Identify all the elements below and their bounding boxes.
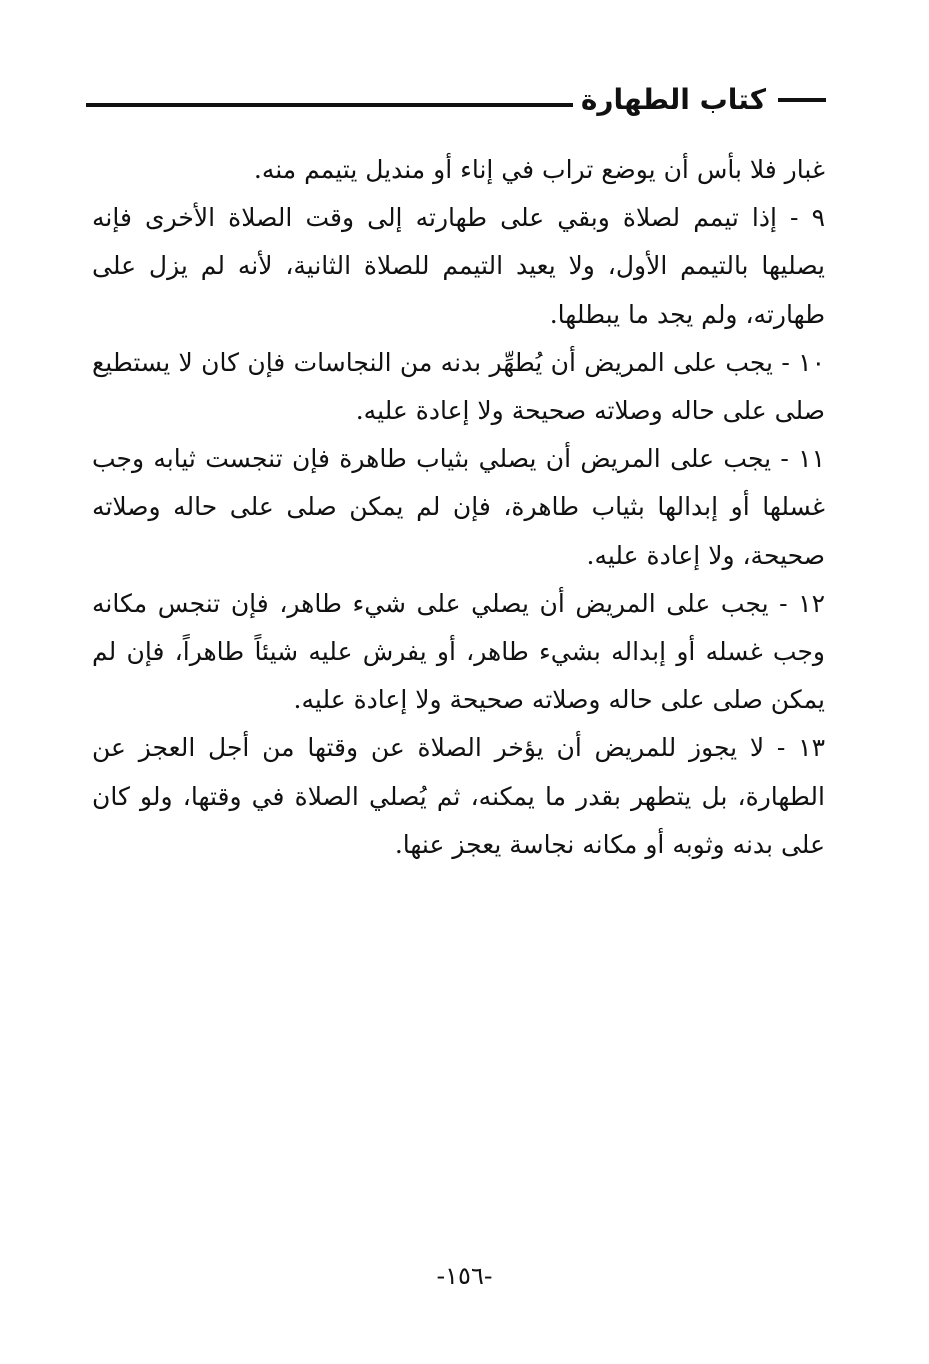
paragraph-item-12: ١٢ - يجب على المريض أن يصلي على شيء طاهر، فإن تنجس مكانه وجب غسله أو إبداله بشيء طاهر، أو يفرش عليه شيئاً طاهراً، فإن لم يمكن صلى على حاله وصلاته صحيحة ولا إعادة عليه. — [92, 588, 825, 715]
header-rule — [86, 103, 573, 107]
running-header — [86, 78, 826, 122]
paragraph-item-11: ١١ - يجب على المريض أن يصلي بثياب طاهرة فإن تنجست ثيابه وجب غسلها أو إبدالها بثياب طاهرة، فإن لم يمكن صلى على حاله وصلاته صحيحة، ولا إعادة عليه. — [92, 444, 825, 570]
paragraph-item-13: ١٣ - لا يجوز للمريض أن يؤخر الصلاة عن وقتها من أجل العجز عن الطهارة، بل يتطهر بقدر ما يمكنه، ثم يُصلي الصلاة في وقتها، ولو كان على بدنه وثوبه أو مكانه نجاسة يعجز عنها. — [92, 733, 825, 859]
paragraph-item-9: ٩ - إذا تيمم لصلاة وبقي على طهارته إلى وقت الصلاة الأخرى فإنه يصليها بالتيمم الأول، ولا يعيد التيمم للصلاة الثانية، لأنه لم يزل على طهارته، ولم يجد ما يبطلها. — [92, 203, 825, 329]
body-text — [92, 146, 825, 869]
chapter-title: كتاب الطهارة — [580, 83, 766, 116]
page-number: -١٥٦- — [436, 1262, 493, 1290]
paragraph-item-10: ١٠ - يجب على المريض أن يُطهِّر بدنه من النجاسات فإن كان لا يستطيع صلى على حاله وصلاته صحيحة ولا إعادة عليه. — [92, 347, 825, 426]
header-dash — [778, 98, 826, 102]
paragraph-continuation: غبار فلا بأس أن يوضع تراب في إناء أو منديل يتيمم منه. — [253, 155, 825, 184]
